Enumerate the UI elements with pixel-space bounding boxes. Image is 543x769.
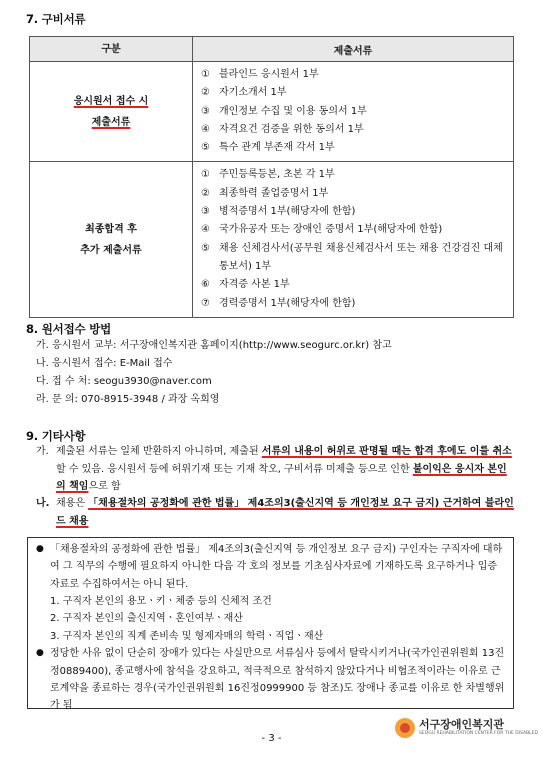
contact-line: 라. 문 의: 070-8915-3948 / 과장 옥희영: [36, 394, 220, 405]
row-label-final: 최종합격 후 추가 제출서류: [30, 162, 193, 317]
law-notice-box: [27, 537, 514, 712]
notice-bullet-2: ● 정당한 사유 없이 단순히 장애가 있다는 사실만으로 서류심사 등에서 탈락시키거나(국가인권위원회 13진정0889400), 종교행사에 참석을 강요하고, 적극적으로 참석하지 않았다거나 비협조적이라는 이유로 근로계약을 종료하는 경우(국가인권위원회 16진정0999900 등 참조)도 장애나 종교를 이유로 한 차별행위가 됨: [36, 645, 505, 714]
application-submit-line: 나. 응시원서 접수: E-Mail 접수: [36, 358, 173, 369]
note-ga: 가. 제출된 서류는 일체 반환하지 아니하며, 제출된 서류의 내용이 허위로 판명될 때는 합격 후에도 이를 취소할 수 있음. 응시원서 등에 허위기재 또는 기재 착오, 구비서류 미제출 등으로 인한 불이익은 응시자 본인의 책임으로 함: [36, 446, 512, 492]
page-number: - 3 -: [261, 733, 282, 744]
bullet-icon: ●: [36, 648, 44, 659]
documents-table: [29, 36, 514, 318]
list-item: ⑤ 특수 관계 부존재 각서 1부: [201, 142, 335, 154]
row-items-application: [193, 62, 514, 162]
list-item: ① 주민등록등본, 초본 각 1부: [201, 169, 335, 181]
bullet-icon: ●: [36, 544, 44, 554]
list-item: ⑤ 채용 신체검사서(공무원 채용신체검사서 또는 채용 건강검진 대체 통보서) 1부: [201, 242, 503, 272]
row-items-final: [193, 162, 514, 317]
list-item: ④ 국가유공자 또는 장애인 증명서 1부(해당자에 한함): [201, 224, 443, 236]
notice-bullet-1: ● 「채용절차의 공정화에 관한 법률」 제4조의3(출신지역 등 개인정보 요구 금지) 구인자는 구직자에 대하여 그 직무의 수행에 필요하지 아니한 다음 각 호의 정보를 기초심사자료에 기재하도록 요구하거나 입증자료로 수집하여서는 아니 된다.: [36, 541, 505, 593]
list-item: ⑥ 자격증 사본 1부: [201, 279, 290, 291]
table-row-application: [30, 62, 514, 162]
table-header-category: 구분: [30, 37, 193, 62]
table-header-documents: 제출서류: [193, 37, 514, 62]
note-na: 나. 채용은 「채용절차의 공정화에 관한 법률」 제4조의3(출신지역 등 개인정보 요구 금지) 근거하여 블라인드 채용: [36, 498, 514, 527]
list-item: ② 자기소개서 1부: [201, 87, 287, 99]
row-label-application: 응시원서 접수 시 제출서류: [30, 62, 193, 162]
section-9-title: 9. 기타사항: [26, 429, 86, 443]
section-8-title: 8. 원서접수 방법: [26, 322, 112, 336]
submission-email-line: 다. 접 수 처: seogu3930@naver.com: [36, 376, 212, 387]
notice-sub-item: 1. 구직자 본인의 용모ㆍ키ㆍ체중 등의 신체적 조건: [50, 595, 272, 607]
notice-sub-item: 3. 구직자 본인의 직계 존비속 및 형제자매의 학력ㆍ직업ㆍ재산: [50, 630, 324, 642]
list-item: ① 블라인드 응시원서 1부: [201, 69, 319, 80]
list-item: ③ 병적증명서 1부(해당자에 한함): [201, 206, 356, 218]
notice-sub-item: 2. 구직자 본인의 출신지역ㆍ혼인여부ㆍ재산: [50, 613, 243, 625]
section-7-title: 7. 구비서류: [26, 12, 86, 26]
table-row-final: [30, 162, 514, 317]
logo-subtitle: SEOGU REHABILITATION CENTER FOR THE DISABLED: [419, 731, 538, 736]
application-form-line: 가. 응시원서 교부: 서구장애인복지관 홈페이지(http://www.seogurc.or.kr) 참고: [36, 340, 392, 351]
list-item: ⑦ 경력증명서 1부(해당자에 한함): [201, 297, 356, 309]
list-item: ② 최종학력 졸업증명서 1부: [201, 187, 329, 199]
logo-name: 서구장애인복지관: [419, 718, 505, 731]
list-item: ④ 자격요건 검증을 위한 동의서 1부: [201, 123, 364, 135]
list-item: ③ 개인정보 수집 및 이용 동의서 1부: [201, 105, 367, 117]
